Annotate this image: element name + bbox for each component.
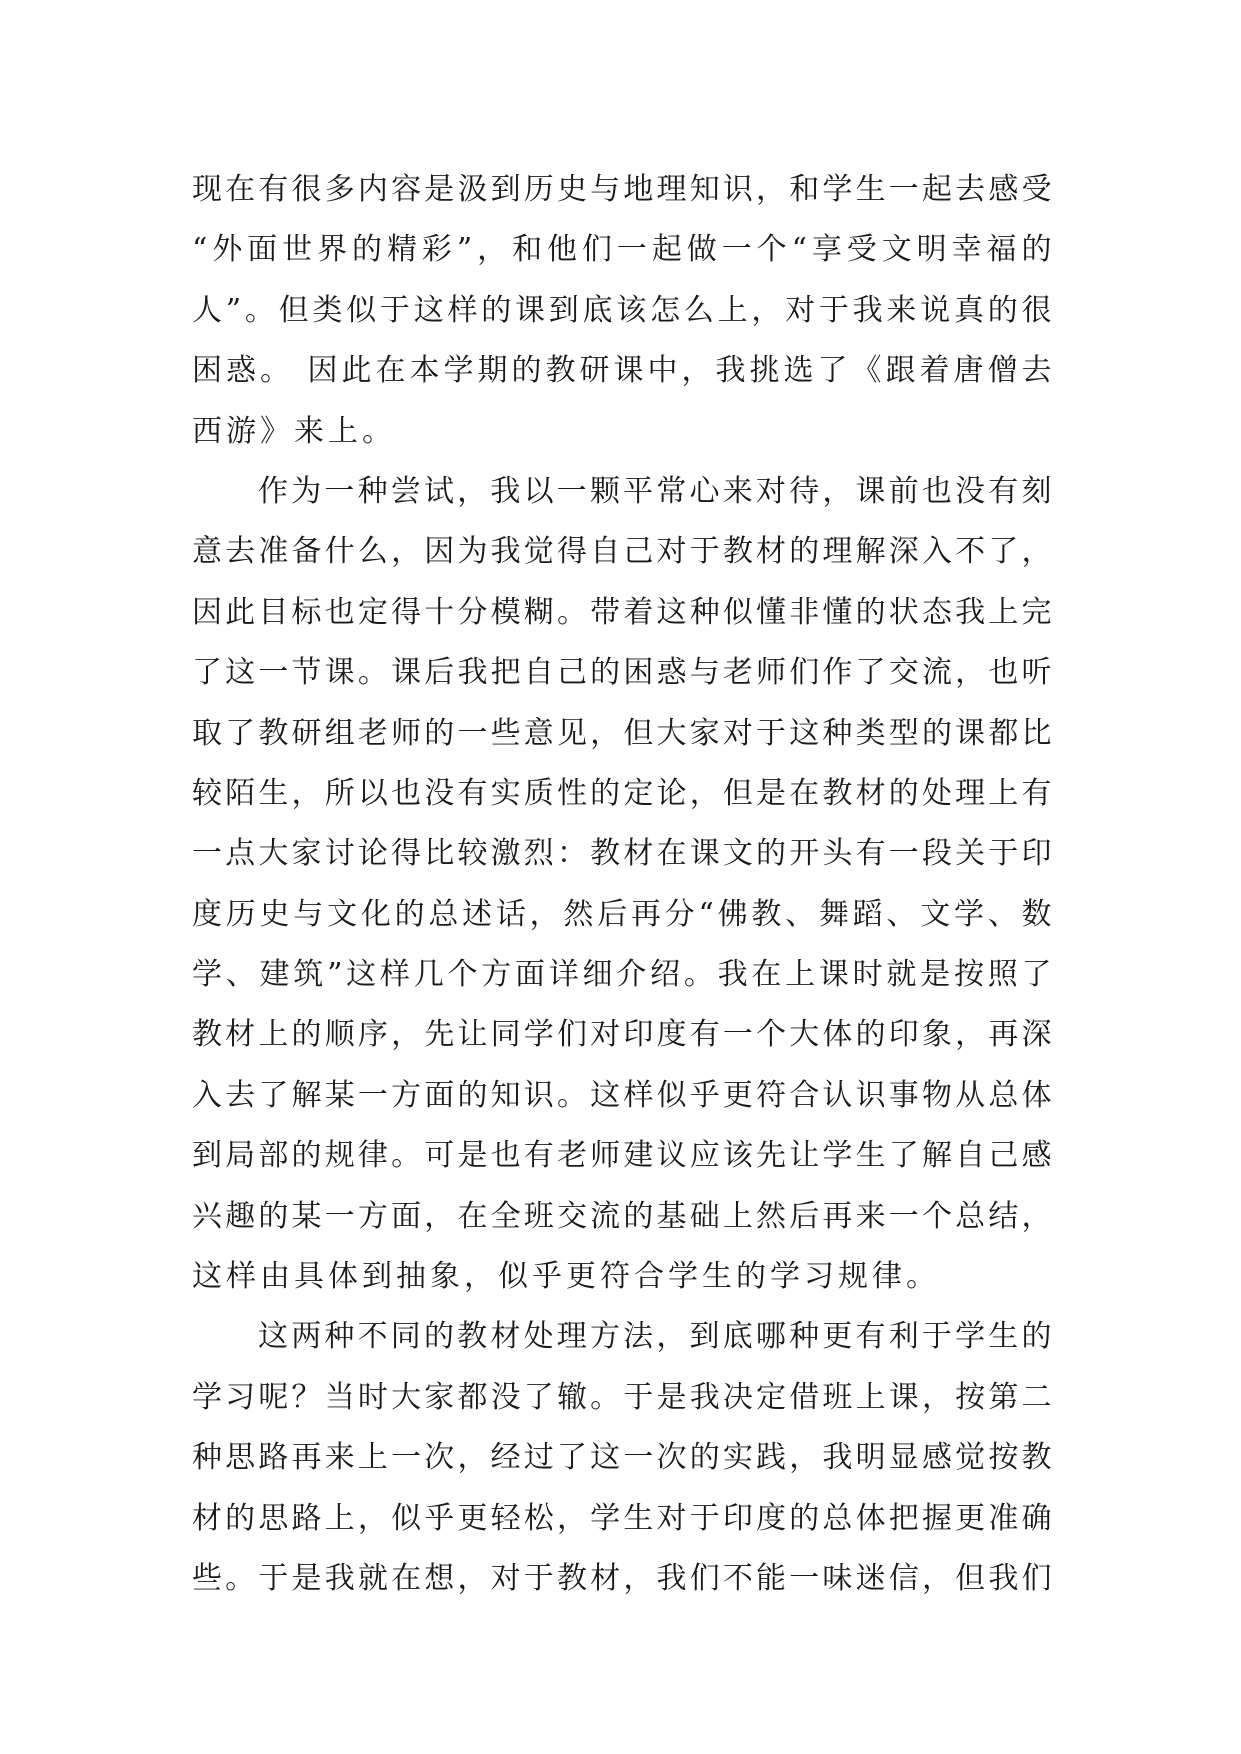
- text-line: 兴趣的某一方面，在全班交流的基础上然后再来一个总结，: [192, 1198, 1052, 1234]
- text-line: 作为一种尝试，我以一颗平常心来对待，课前也没有刻: [258, 473, 1052, 509]
- text-line: 些。于是我就在想，对于教材，我们不能一味迷信，但我们: [192, 1560, 1052, 1596]
- text-line: 一点大家讨论得比较激烈：教材在课文的开头有一段关于印: [192, 836, 1052, 872]
- text-line: “外面世界的精彩”，和他们一起做一个“享受文明幸福的: [192, 232, 1052, 268]
- text-line: 学习呢？当时大家都没了辙。于是我决定借班上课，按第二: [192, 1379, 1052, 1415]
- text-line: 困惑。 因此在本学期的教研课中，我挑选了《跟着唐僧去: [192, 353, 1052, 389]
- text-line: 取了教研组老师的一些意见，但大家对于这种类型的课都比: [192, 715, 1052, 751]
- text-line: 意去准备什么，因为我觉得自己对于教材的理解深入不了，: [192, 534, 1052, 570]
- text-line: 教材上的顺序，先让同学们对印度有一个大体的印象，再深: [192, 1017, 1052, 1053]
- text-line: 学、建筑”这样几个方面详细介绍。我在上课时就是按照了: [192, 957, 1052, 993]
- text-line: 到局部的规律。可是也有老师建议应该先让学生了解自己感: [192, 1138, 1052, 1174]
- text-line: 度历史与文化的总述话，然后再分“佛教、舞蹈、文学、数: [192, 896, 1052, 932]
- text-line: 材的思路上，似乎更轻松，学生对于印度的总体把握更准确: [192, 1500, 1052, 1536]
- text-line: 入去了解某一方面的知识。这样似乎更符合认识事物从总体: [192, 1077, 1052, 1113]
- text-line: 西游》来上。: [192, 413, 396, 449]
- text-line: 这样由具体到抽象，似乎更符合学生的学习规律。: [192, 1259, 940, 1295]
- text-line: 这两种不同的教材处理方法，到底哪种更有利于学生的: [258, 1319, 1052, 1355]
- text-line: 现在有很多内容是汲到历史与地理知识，和学生一起去感受: [192, 172, 1052, 207]
- text-line: 人”。但类似于这样的课到底该怎么上，对于我来说真的很: [192, 292, 1052, 328]
- text-line: 因此目标也定得十分模糊。带着这种似懂非懂的状态我上完: [192, 594, 1052, 630]
- body-text: [192, 160, 1052, 1609]
- text-line: 了这一节课。课后我把自己的困惑与老师们作了交流，也听: [192, 655, 1052, 691]
- text-line: 种思路再来上一次，经过了这一次的实践，我明显感觉按教: [192, 1440, 1052, 1476]
- text-line: 较陌生，所以也没有实质性的定论，但是在教材的处理上有: [192, 775, 1052, 811]
